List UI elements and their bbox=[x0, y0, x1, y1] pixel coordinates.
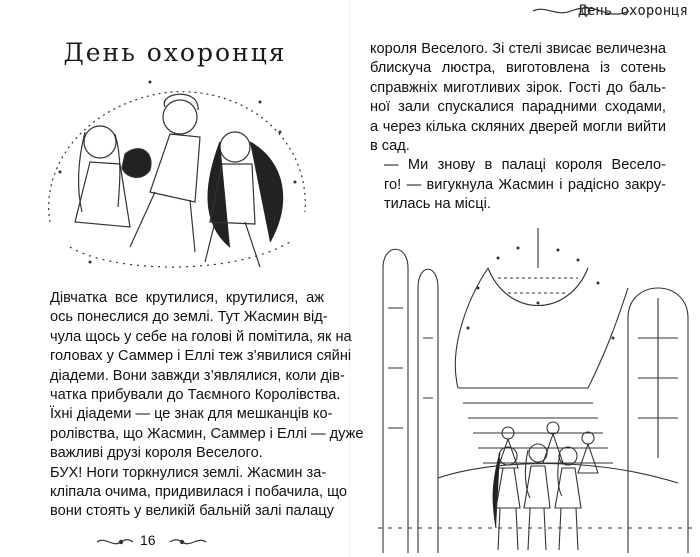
paragraph-4: — Ми знову в палаці короля Весело- го! — вигукнула Жасмин і радісно закру- тилась на місці. bbox=[384, 157, 666, 213]
paragraph-1: Дівчатка все крутилися, крутилися, аж ось понеслися до землі. Тут Жасмин від- чула щось у себе на голові й помітила, як на головах у Саммер і Еллі теж з’явилися сяйні діадеми. Вони завжди з’являлися, коли дів- чатка прибували до Таємного Королівства. Їхні діадеми — це знак для мешканців ко- ролівства, що Жасмин, Саммер і Еллі — дуже важливі друзі короля Веселого. bbox=[50, 290, 364, 462]
left-page-text bbox=[36, 289, 364, 522]
chapter-title: День охоронця bbox=[63, 38, 287, 67]
ballroom-illustration bbox=[378, 228, 698, 553]
girls-flying-illustration bbox=[30, 72, 320, 277]
right-page bbox=[350, 0, 700, 557]
page-number: 16 bbox=[140, 532, 156, 548]
right-page-text bbox=[370, 40, 666, 215]
footer-ornament-right bbox=[168, 535, 208, 549]
paragraph-3: короля Веселого. Зі стелі звисає величезна блискуча люстра, виготовлена із сотень справжніх миготливих зірок. Гості до баль- ної зали спускалися парадними сходами, а через кілька скляних дверей могли вийти в сад. bbox=[370, 41, 666, 155]
footer-ornament-left bbox=[95, 535, 135, 549]
paragraph-2: БУХ! Ноги торкнулися землі. Жасмин за- кліпала очима, придивилася і побачила, що вони стоять у великій бальній залі палацу bbox=[50, 464, 348, 520]
running-head: День охоронця bbox=[578, 3, 688, 19]
